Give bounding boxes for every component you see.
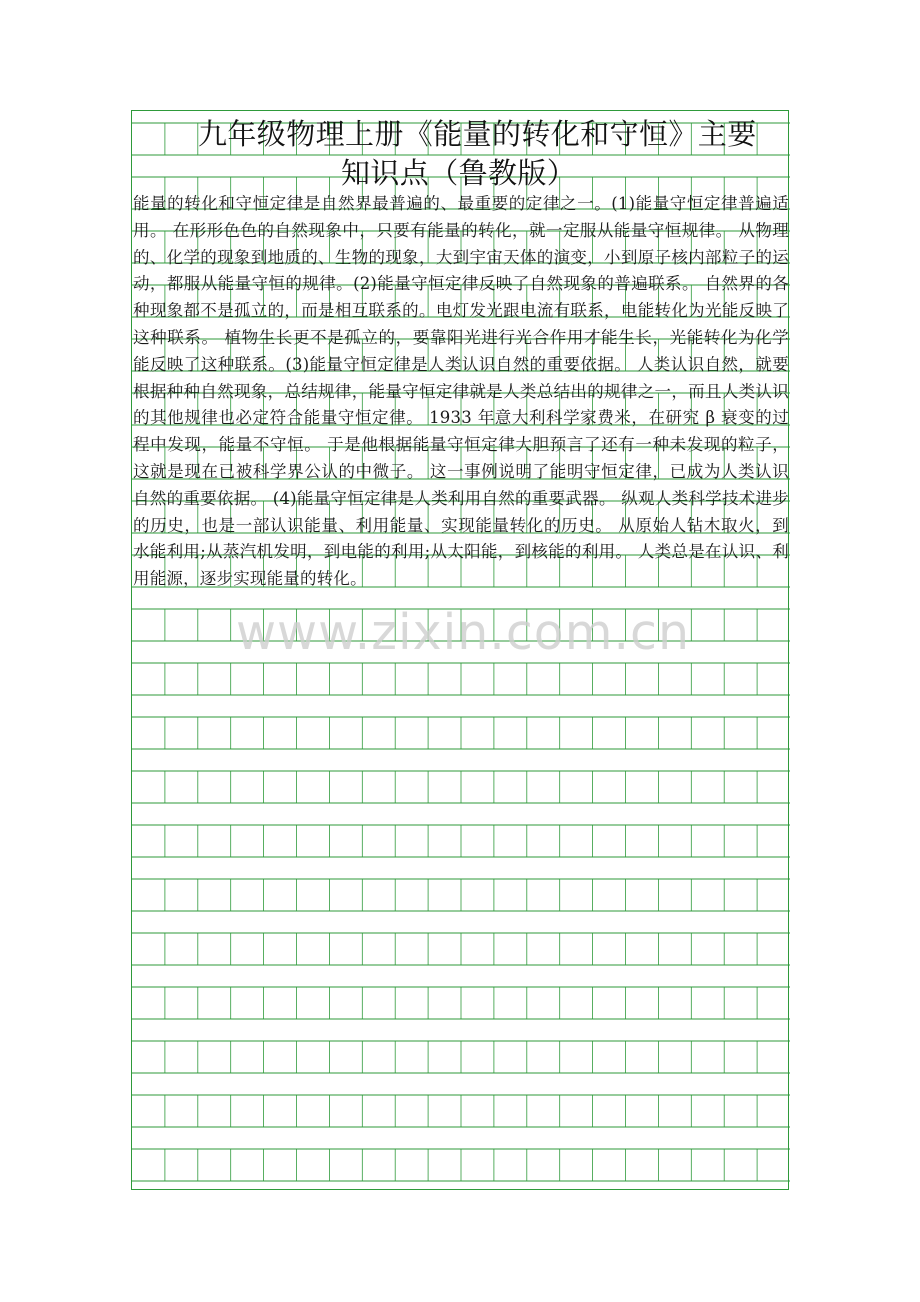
title-line-2: 知识点（鲁教版）	[341, 156, 577, 190]
body-paragraph: 能量的转化和守恒定律是自然界最普遍的、最重要的定律之一。(1)能量守恒定律普遍适用。 在形形色色的自然现象中，只要有能量的转化，就一定服从能量守恒规律。 从物理的、化学的现象到地质的、生物的现象，大到宇宙天体的演变，小到原子核内部粒子的运动，都服从能量守恒的规律。(2)能量守恒定律反映了自然现象的普遍联系。 自然界的各种现象都不是孤立的，而是相互联系的。电灯发光跟电流有联系，电能转化为光能反映了这种联系。 植物生长更不是孤立的，要靠阳光进行光合作用才能生长，光能转化为化学能反映了这种联系。(3)能量守恒定律是人类认识自然的重要依据。 人类认识自然，就要根据种种自然现象，总结规律，能量守恒定律就是人类总结出的规律之一，而且人类认识的其他规律也必定符合能量守恒定律。 1933 年意大利科学家费米，在研究 β 衰变的过程中发现，能量不守恒。 于是他根据能量守恒定律大胆预言了还有一种未发现的粒子，这就是现在已被科学界公认的中微子。 这一事例说明了能明守恒定律，已成为人类认识自然的重要依据。 (4)能量守恒定律是人类利用自然的重要武器。 纵观人类科学技术进步的历史，也是一部认识能量、利用能量、实现能量转化的历史。 从原始人钻木取火，到水能利用;从蒸汽机发明，到电能的利用;从太阳能，到核能的利用。 人类总是在认识、利用能源，逐步实现能量的转化。	[133, 194, 789, 589]
watermark-text: www.zixin.com.cn	[235, 604, 691, 661]
title-line-1: 九年级物理上册《能量的转化和守恒》主要	[198, 117, 757, 151]
document-title	[132, 115, 790, 193]
